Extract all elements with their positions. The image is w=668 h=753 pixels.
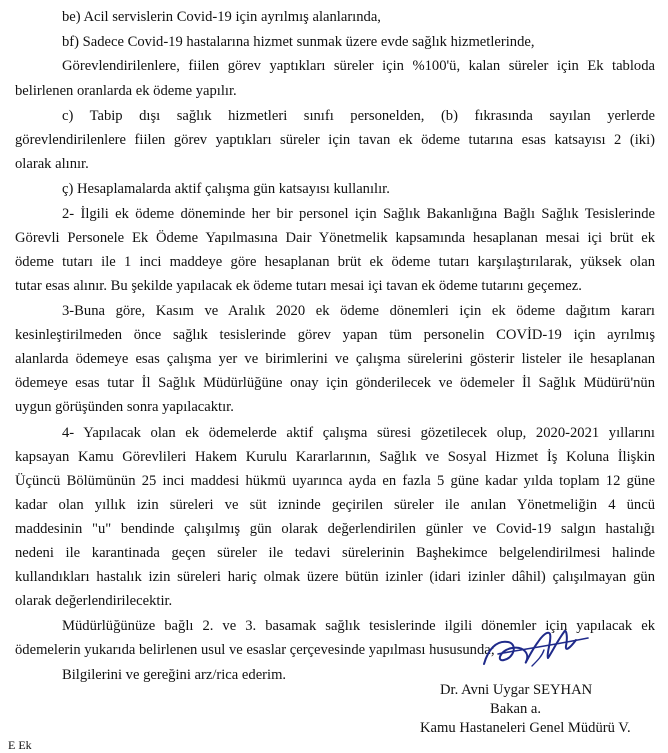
text-line: kesinleştirilmeden önce sağlık tesislerinde görev yapan tüm personelin COVİD-19 için ayrılmış (15, 327, 655, 343)
signatory-role: Bakan a. (490, 701, 542, 717)
text-line: Görevli Personele Ek Ödeme Yapılmasına Dair Yönetmelik kapsamında hesaplanan mesai içi brüt ek (15, 230, 655, 246)
text-line: belirlenen oranlarda ek ödeme yapılır. (15, 83, 237, 99)
signatory-title: Kamu Hastaneleri Genel Müdürü V. (420, 720, 631, 736)
text-line: 4- Yapılacak olan ek ödemelerde aktif çalışma süresi gözetilecek olup, 2020-2021 yıllarını (62, 425, 655, 441)
text-line: kullandıkları hastalık izin süreleri hariç olmak üzere bütün izinler (idari izinler dâhil) çalışılmayan gün (15, 569, 655, 585)
handwritten-signature (478, 620, 598, 676)
text-line: c) Tabip dışı sağlık hizmetleri sınıfı personelden, (b) fıkrasında sayılan yerlerde (62, 108, 655, 124)
text-line: tutar esas alınır. Bu şekilde yapılacak ek ödeme tutarı mesai içi tavan ek ödeme tutarını geçemez. (15, 278, 582, 294)
text-line: Görevlendirilenlere, fiilen görev yaptıkları süreler için %100'ü, kalan süreler için Ek tabloda (62, 58, 655, 74)
text-line: ödemelerin yukarıda belirlenen usul ve esaslar çerçevesinde yapılması hususunda; (15, 642, 495, 658)
text-line: ödeme tutarı ile 1 inci maddeye göre hesaplanan brüt ek ödeme tutarı karşılaştırılarak, yüksek olan (15, 254, 655, 270)
text-line: be) Acil servislerin Covid-19 için ayrılmış alanlarında, (62, 9, 381, 25)
text-line: kadar olan yıllık izin süreleri ve süt izninde geçirilen süreler ile anılan Yönetmeliğin 4 üncü (15, 497, 655, 513)
text-line: olarak alınır. (15, 156, 89, 172)
text-line: kapsayan Kamu Görevlileri Hakem Kurulu Kararlarının, Sağlık ve Sosyal Hizmet İş Koluna İlişkin (15, 449, 655, 465)
text-line: Üçüncü Bölümünün 25 inci maddesi hükmü uyarınca ayda en fazla 5 güne kadar yılda toplam 12 güne (15, 473, 655, 489)
text-line: ç) Hesaplamalarda aktif çalışma gün katsayısı kullanılır. (62, 181, 390, 197)
text-line: uygun görüşünden sonra yapılacaktır. (15, 399, 234, 415)
text-line: Müdürlüğünüze bağlı 2. ve 3. basamak sağlık tesislerinde ilgili dönemler için yapılacak ek (62, 618, 655, 634)
text-line: 2- İlgili ek ödeme döneminde her bir personel için Sağlık Bakanlığına Bağlı Sağlık Tesislerinde (62, 206, 655, 222)
text-line: nedeni ile karantinada geçen süreler ile tedavi sürelerinin Başhekimce belgelendirilmesi halinde (15, 545, 655, 561)
text-line: görevlendirilenlere fiilen görev yaptıkları süreler için tavan ek ödeme tutarına esas katsayısı 2 (iki) (15, 132, 655, 148)
text-line: maddesinin "u" bendinde çalışılmış gün olarak değerlendirilen günler ve Covid-19 salgın hastalığı (15, 521, 655, 537)
text-line: olarak değerlendirilecektir. (15, 593, 173, 609)
text-line: bf) Sadece Covid-19 hastalarına hizmet sunmak üzere evde sağlık hizmetlerinde, (62, 34, 535, 50)
text-line: 3-Buna göre, Kasım ve Aralık 2020 ek ödeme dönemleri için ek ödeme dağıtım kararı (62, 303, 655, 319)
page-edge-mark: E Ek (8, 738, 32, 752)
text-line: ödemeye esas tutar İl Sağlık Müdürlüğüne onay için gönderilecek ve ödemeler İl Sağlık Müdürü'nün (15, 375, 655, 391)
text-line: alanlarda ödemeye esas çalışma yer ve birimlerini ve çalışma sürelerini gösterir listeler ile hesaplanan (15, 351, 655, 367)
signatory-name: Dr. Avni Uygar SEYHAN (440, 682, 593, 698)
text-line: Bilgilerini ve gereğini arz/rica ederim. (62, 667, 287, 683)
